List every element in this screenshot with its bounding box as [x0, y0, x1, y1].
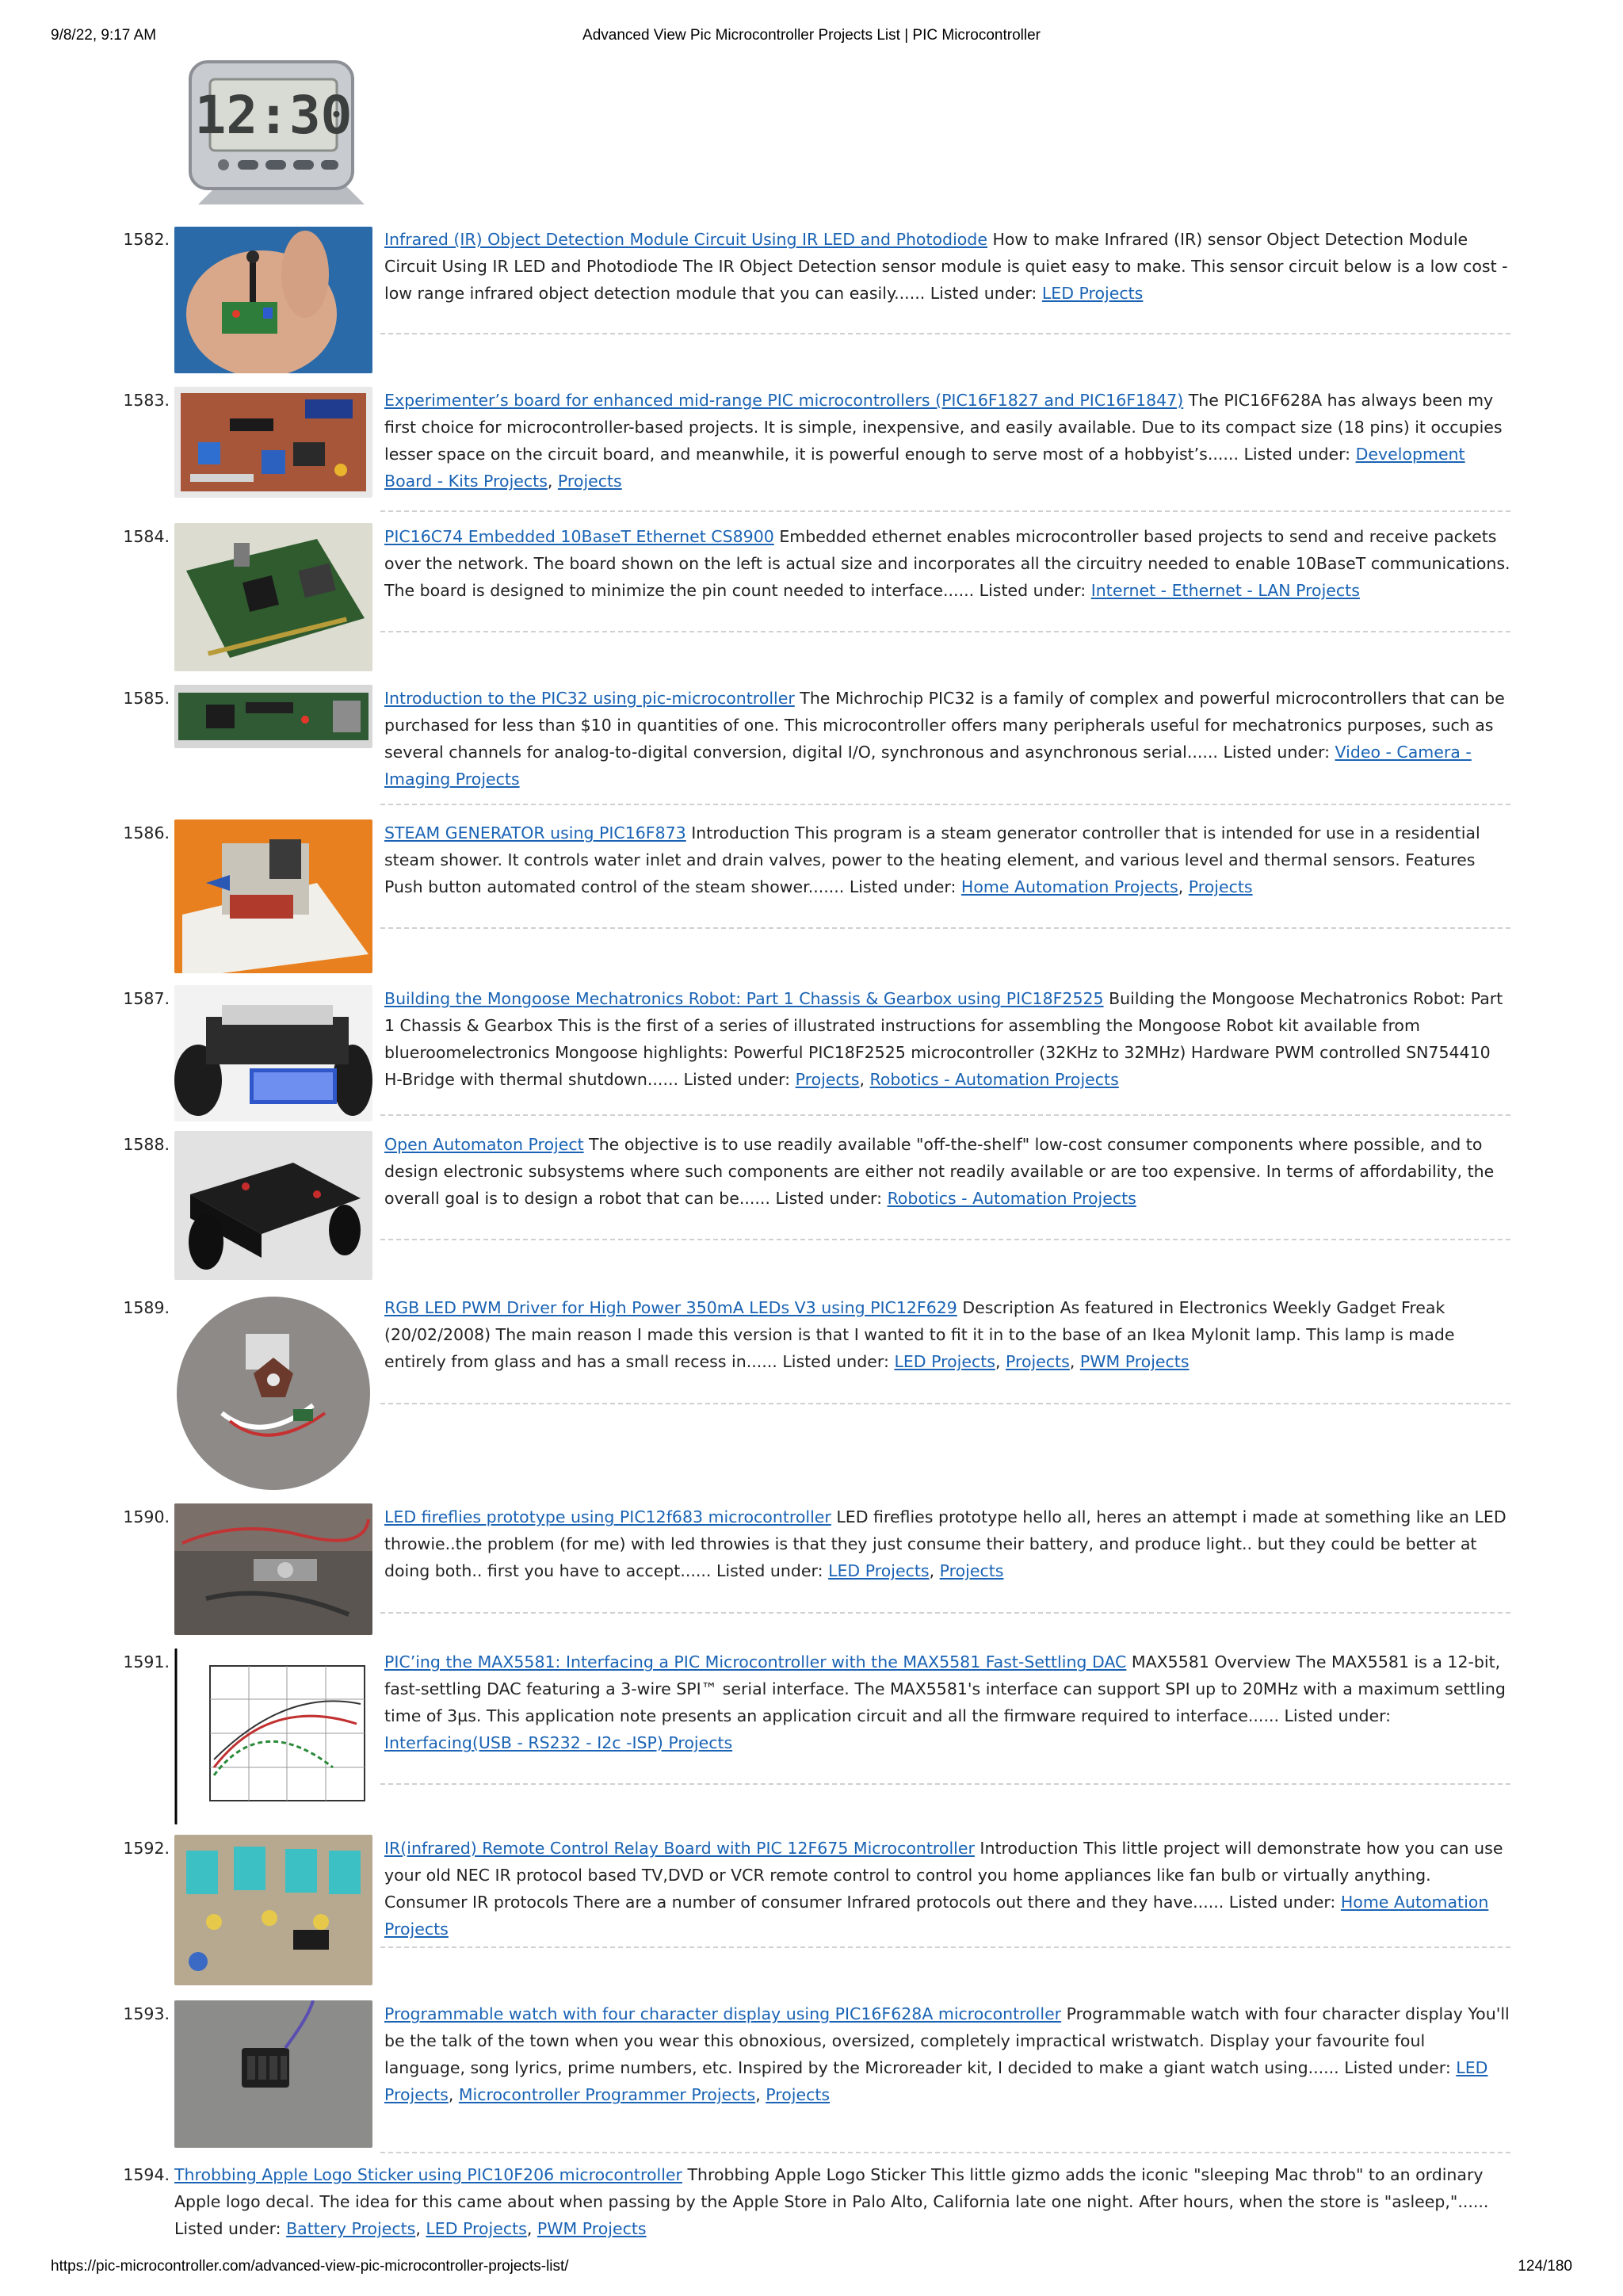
item-title-link[interactable]: LED fireflies prototype using PIC12f683 microcontroller — [384, 1507, 831, 1526]
item-number: 1582. — [123, 230, 170, 249]
item-title-link[interactable]: IR(infrared) Remote Control Relay Board with PIC 12F675 Microcontroller — [384, 1839, 975, 1858]
list-item — [119, 2161, 1510, 2248]
item-text — [384, 1648, 1510, 1756]
category-link[interactable]: LED Projects — [894, 1352, 995, 1371]
item-number: 1592. — [123, 1839, 170, 1858]
item-text: RGB LED PWM Driver for High Power 350mA LEDs V3 using PIC12F629 Description As featured in Electronics Weekly Gadget Freak (20/02/2008) The main reason I made this version is that I wanted to fit it in to the base of an Ikea Mylonit lamp. This lamp is made entirely from glass and has a small recess in...... Listed under: LED Projects, Projects, PWM Projects — [384, 1298, 1455, 1371]
item-number: 1593. — [123, 2004, 170, 2023]
item-separator — [380, 1114, 1510, 1116]
item-separator — [380, 2152, 1510, 2153]
svg-text:12:30: 12:30 — [194, 85, 353, 146]
item-number: 1589. — [123, 1298, 170, 1317]
item-title-link[interactable]: PIC16C74 Embedded 10BaseT Ethernet CS8900 — [384, 527, 774, 546]
item-number: 1586. — [123, 823, 170, 842]
category-link[interactable]: Home Automation Projects — [960, 877, 1178, 896]
category-link[interactable]: LED Projects — [426, 2219, 527, 2238]
print-page-number: 124/180 — [1518, 2258, 1572, 2275]
list-item — [119, 985, 1510, 1096]
item-number: 1588. — [123, 1135, 170, 1154]
item-separator — [380, 1946, 1510, 1948]
item-text — [384, 685, 1510, 793]
item-title-link[interactable]: Programmable watch with four character display using PIC16F628A microcontroller — [384, 2004, 1062, 2023]
category-link[interactable]: PWM Projects — [537, 2219, 647, 2238]
print-datetime: 9/8/22, 9:17 AM — [51, 27, 157, 44]
category-link[interactable]: Projects — [557, 472, 622, 491]
list-item — [119, 685, 1510, 793]
item-text — [384, 1835, 1510, 1943]
print-header — [0, 27, 1623, 51]
item-description: Embedded ethernet enables microcontroller based projects to send and receive packets over the network. The board shown on the left is actual size and incorporates all the circuitry needed to enable 10BaseT communications. The board is designed to minimize the pin count needed to interface...... Listed under: — [384, 527, 1510, 600]
item-text — [384, 1131, 1510, 1212]
item-text: Experimenter’s board for enhanced mid-range PIC microcontrollers (PIC16F1827 and PIC16F1847) The PIC16F628A has always been my first choice for microcontroller-based projects. It is simple, inexpensive, and easily available. Due to its compact size (18 pins) it occupies lesser space on the circuit board, and meanwhile, it is powerful enough to serve most of a hobbyist’s...... Listed under: Development Board - Kits Projects, Projects — [384, 391, 1503, 491]
item-text: Programmable watch with four character display using PIC16F628A microcontroller Programmable watch with four character display You'll be the talk of the town when you wear this obnoxious, oversized, completely impractical wristwatch. Display your favourite foul language, song lyrics, prime numbers, etc. Inspired by the Microreader kit, I decided to make a giant watch using...... Listed under: LED Projects, Microcontroller Programmer Projects, Projects — [384, 2004, 1510, 2104]
category-link[interactable]: LED Projects — [828, 1561, 930, 1580]
list-item — [119, 523, 1510, 610]
list-item — [119, 226, 1510, 313]
category-link[interactable]: Interfacing(USB - RS232 - I2c -ISP) Projects — [384, 1733, 733, 1752]
category-link[interactable]: LED Projects — [384, 2058, 1488, 2104]
item-title-link[interactable]: RGB LED PWM Driver for High Power 350mA LEDs V3 using PIC12F629 — [384, 1298, 957, 1317]
list-item — [119, 1648, 1510, 1759]
category-link[interactable]: Video - Camera - Imaging Projects — [384, 743, 1472, 789]
list-item — [119, 2000, 1510, 2111]
item-title-link[interactable]: Throbbing Apple Logo Sticker using PIC10F206 microcontroller — [174, 2165, 682, 2184]
item-description: Building the Mongoose Mechatronics Robot: Part 1 Chassis & Gearbox This is the first of a series of illustrated instructions for assembling the Mongoose Robot kit available from blueroomelectronics Mongoose highlights: Powerful PIC18F2525 microcontroller (32KHz to 32MHz) Hardware PWM controlled SN754410 H-Bridge with thermal shutdown...... Listed under: — [384, 989, 1503, 1089]
item-separator — [380, 1612, 1510, 1614]
print-url: https://pic-microcontroller.com/advanced-view-pic-microcontroller-projects-list/ — [51, 2258, 569, 2275]
category-link[interactable]: Projects — [766, 2085, 831, 2104]
category-link[interactable]: Battery Projects — [286, 2219, 416, 2238]
category-link[interactable]: Projects — [939, 1561, 1004, 1580]
list-item — [119, 819, 1510, 907]
list-item — [119, 1131, 1510, 1218]
item-description: LED fireflies prototype hello all, heres an attempt i made at something like an LED throwie..the problem (for me) with led throwies is that they just consume their battery, and produce light.. but they could be better at doing both.. first you have to accept...... Listed under: — [384, 1507, 1507, 1580]
item-separator — [380, 631, 1510, 632]
category-link[interactable]: PWM Projects — [1079, 1352, 1190, 1371]
item-separator — [380, 1239, 1510, 1240]
item-title-link[interactable]: Building the Mongoose Mechatronics Robot: Part 1 Chassis & Gearbox using PIC18F2525 — [384, 989, 1104, 1008]
category-link[interactable]: Home Automation Projects — [384, 1893, 1489, 1939]
item-text: STEAM GENERATOR using PIC16F873 Introduction This program is a steam generator controller that is intended for use in a residential steam shower. It controls water inlet and drain valves, power to the heating element, and various level and thermal sensors. Features Push button automated control of the steam shower....... Listed under: Home Automation Projects, Projects — [384, 823, 1480, 896]
list-item — [119, 1835, 1510, 1939]
item-text: LED fireflies prototype using PIC12f683 microcontroller LED fireflies prototype hello all, heres an attempt i made at something like an LED throwie..the problem (for me) with led throwies is that they just consume their battery, and produce light.. but they could be better at doing both.. first you have to accept...... Listed under: LED Projects, Projects — [384, 1507, 1507, 1580]
item-number: 1585. — [123, 689, 170, 708]
item-number: 1584. — [123, 527, 170, 546]
item-text — [384, 226, 1510, 307]
item-number: 1594. — [123, 2165, 170, 2184]
print-page-title: Advanced View Pic Microcontroller Projects List | PIC Microcontroller — [582, 27, 1041, 44]
item-description: MAX5581 Overview The MAX5581 is a 12-bit, fast-settling DAC featuring a 3-wire SPI™ serial interface. The MAX5581's interface can support SPI up to 20MHz with a maximum settling time of 3µs. This application note presents an application circuit and all the firmware required to interface...... Listed under: — [384, 1652, 1506, 1725]
item-separator — [380, 804, 1510, 805]
list-item — [119, 387, 1510, 498]
item-title-link[interactable]: Infrared (IR) Object Detection Module Circuit Using IR LED and Photodiode — [384, 230, 987, 249]
item-separator — [380, 1403, 1510, 1404]
category-link[interactable]: Microcontroller Programmer Projects — [458, 2085, 756, 2104]
thumbnail-alarm-clock — [174, 54, 372, 214]
category-link[interactable]: Robotics - Automation Projects — [887, 1189, 1136, 1208]
category-link[interactable]: Projects — [1005, 1352, 1070, 1371]
item-text: Throbbing Apple Logo Sticker using PIC10F206 microcontroller Throbbing Apple Logo Sticker This little gizmo adds the iconic "sleeping Mac throb" to an ordinary Apple logo decal. The idea for this came about when passing by the Apple Store in Palo Alto, California late one night. After hours, when the store is "asleep,"...... Listed under: Battery Projects, LED Projects, PWM Projects — [174, 2165, 1489, 2238]
item-title-link[interactable]: Experimenter’s board for enhanced mid-range PIC microcontrollers (PIC16F1827 and PIC16F1847) — [384, 391, 1184, 410]
item-number: 1590. — [123, 1507, 170, 1526]
item-title-link[interactable]: Open Automaton Project — [384, 1135, 584, 1154]
item-description: Introduction This program is a steam generator controller that is intended for use in a residential steam shower. It controls water inlet and drain valves, power to the heating element, and various level and thermal sensors. Features Push button automated control of the steam shower....... Listed under: — [384, 823, 1480, 896]
item-description: Introduction This little project will demonstrate how you can use your old NEC IR protocol based TV,DVD or VCR remote control to control you home appliances like fan bulb or virtually anything. Consumer IR protocols There are a number of consumer Infrared protocols out there and they have...... Listed under: — [384, 1839, 1503, 1912]
item-description: Description As featured in Electronics Weekly Gadget Freak (20/02/2008) The main reason I made this version is that I wanted to fit it in to the base of an Ikea Mylonit lamp. This lamp is made entirely from glass and has a small recess in...... Listed under: — [384, 1298, 1455, 1371]
item-description: The objective is to use readily available "off-the-shelf" low-cost consumer components where possible, and to design electronic subsystems where such components are either not readily available or are too expensive. In terms of affordability, the overall goal is to design a robot that can be...... Listed under: — [384, 1135, 1495, 1208]
item-separator — [380, 510, 1510, 512]
item-separator — [380, 1783, 1510, 1785]
item-separator — [380, 333, 1510, 334]
category-link[interactable]: LED Projects — [1041, 284, 1144, 303]
item-title-link[interactable]: STEAM GENERATOR using PIC16F873 — [384, 823, 686, 842]
item-separator — [380, 927, 1510, 929]
item-description: How to make Infrared (IR) sensor Object Detection Module Circuit Using IR LED and Photodiode The IR Object Detection sensor module is quiet easy to make. This sensor circuit below is a low cost - low range infrared object detection module that you can easily...... Listed under: — [384, 230, 1508, 303]
item-title-link[interactable]: PIC’ing the MAX5581: Interfacing a PIC Microcontroller with the MAX5581 Fast-Settling DAC — [384, 1652, 1127, 1671]
list-item — [119, 1503, 1510, 1591]
print-footer — [0, 2258, 1623, 2282]
item-number: 1587. — [123, 989, 170, 1008]
category-link[interactable]: Projects — [795, 1070, 860, 1089]
category-link[interactable]: Internet - Ethernet - LAN Projects — [1090, 581, 1360, 600]
item-description: Throbbing Apple Logo Sticker This little gizmo adds the iconic "sleeping Mac throb" to an ordinary Apple logo decal. The idea for this came about when passing by the Apple Store in Palo Alto, California late one night. After hours, when the store is "asleep,"...... Listed under: — [174, 2165, 1489, 2238]
item-number: 1591. — [123, 1652, 170, 1671]
item-title-link[interactable]: Introduction to the PIC32 using pic-microcontroller — [384, 689, 795, 708]
item-text: Building the Mongoose Mechatronics Robot: Part 1 Chassis & Gearbox using PIC18F2525 Building the Mongoose Mechatronics Robot: Part 1 Chassis & Gearbox This is the first of a series of illustrated instructions for assembling the Mongoose Robot kit available from blueroomelectronics Mongoose highlights: Powerful PIC18F2525 microcontroller (32KHz to 32MHz) Hardware PWM controlled SN754410 H-Bridge with thermal shutdown...... Listed under: Projects, Robotics - Automation Projects — [384, 989, 1503, 1089]
list-item — [119, 1294, 1510, 1381]
category-link[interactable]: Robotics - Automation Projects — [869, 1070, 1119, 1089]
item-text — [384, 523, 1510, 604]
category-link[interactable]: Development Board - Kits Projects — [384, 445, 1465, 491]
item-description: The Michrochip PIC32 is a family of complex and powerful microcontrollers that can be purchased for less than $10 in quantities of one. This microcontroller offers many peripherals useful for mechatronics purposes, such as several channels for analog-to-digital conversion, digital I/O, synchronous and asynchronous serial...... Listed under: — [384, 689, 1505, 762]
category-link[interactable]: Projects — [1188, 877, 1253, 896]
item-description: The PIC16F628A has always been my first choice for microcontroller-based projects. It is simple, inexpensive, and easily available. Due to its compact size (18 pins) it occupies lesser space on the circuit board, and meanwhile, it is powerful enough to serve most of a hobbyist’s...... Listed under: — [384, 391, 1503, 464]
item-description: Programmable watch with four character display You'll be the talk of the town when you wear this obnoxious, oversized, completely impractical wristwatch. Display your favourite foul language, song lyrics, prime numbers, etc. Inspired by the Microreader kit, I decided to make a giant watch using...... Listed under: — [384, 2004, 1510, 2077]
item-number: 1583. — [123, 391, 170, 410]
